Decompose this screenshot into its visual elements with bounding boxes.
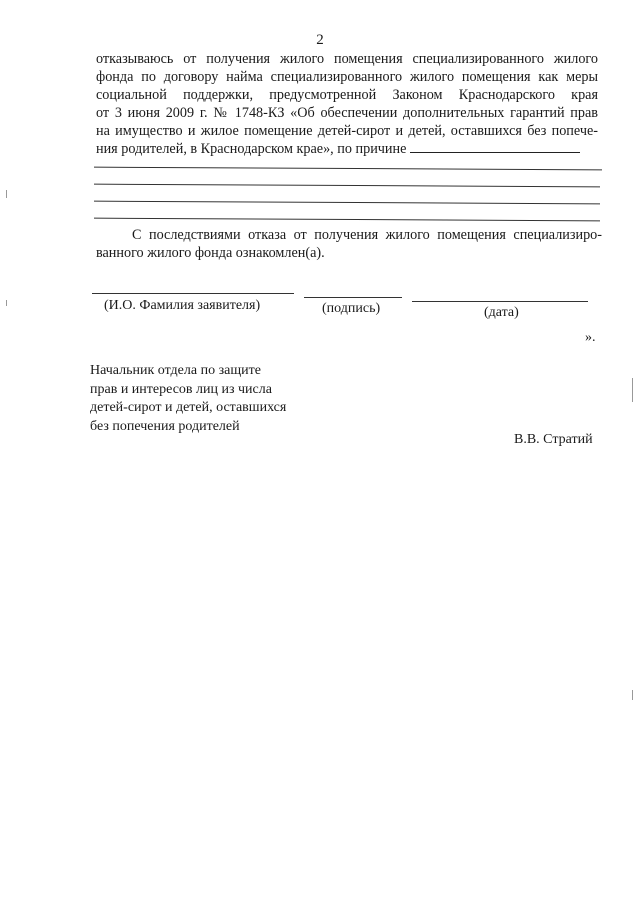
reason-blank-line[interactable]: [94, 184, 600, 188]
paragraph-line: С последствиями отказа от получения жилого помещения специализиро-: [132, 227, 602, 243]
name-label: (И.О. Фамилия заявителя): [104, 298, 261, 313]
date-signature-line[interactable]: [412, 301, 588, 302]
closing-quote: ».: [585, 330, 596, 345]
page-number: 2: [316, 32, 324, 48]
date-label: (дата): [484, 305, 519, 320]
position-line: Начальник отдела по защите: [90, 363, 261, 378]
reason-blank-inline[interactable]: [410, 140, 580, 153]
official-name: В.В. Стратий: [514, 432, 593, 447]
paragraph-line: ванного жилого фонда ознакомлен(а).: [96, 245, 325, 261]
scan-mark: [6, 190, 7, 198]
scan-mark: [6, 300, 7, 306]
reason-blank-line[interactable]: [94, 167, 602, 171]
consequence-paragraph: [96, 226, 602, 262]
position-line: детей-сирот и детей, оставшихся: [90, 400, 287, 415]
position-line: без попечения родителей: [90, 418, 240, 434]
scan-mark: [632, 378, 633, 402]
scan-mark: [632, 690, 633, 700]
name-signature-line[interactable]: [92, 293, 294, 294]
sign-signature-line[interactable]: [304, 297, 402, 298]
reason-blank-line[interactable]: [94, 218, 600, 222]
paragraph-line: от 3 июня 2009 г. № 1748-КЗ «Об обеспечении дополнительных гарантий прав: [96, 105, 598, 121]
official-position: [90, 362, 286, 436]
main-paragraph: [96, 50, 598, 158]
sign-label: (подпись): [322, 301, 381, 316]
paragraph-line: на имущество и жилое помещение детей-сирот и детей, оставшихся без попече-: [96, 123, 598, 139]
paragraph-line: отказываюсь от получения жилого помещения специализированного жилого: [96, 51, 598, 67]
reason-blank-line[interactable]: [94, 201, 600, 205]
paragraph-line: ния родителей, в Краснодарском крае», по причине: [96, 141, 407, 157]
paragraph-line: социальной поддержки, предусмотренной Законом Краснодарского края: [96, 87, 598, 103]
paragraph-line: фонда по договору найма специализированного жилого помещения как меры: [96, 69, 598, 85]
position-line: прав и интересов лиц из числа: [90, 381, 272, 397]
paragraph-line-with-blank: [96, 140, 598, 158]
